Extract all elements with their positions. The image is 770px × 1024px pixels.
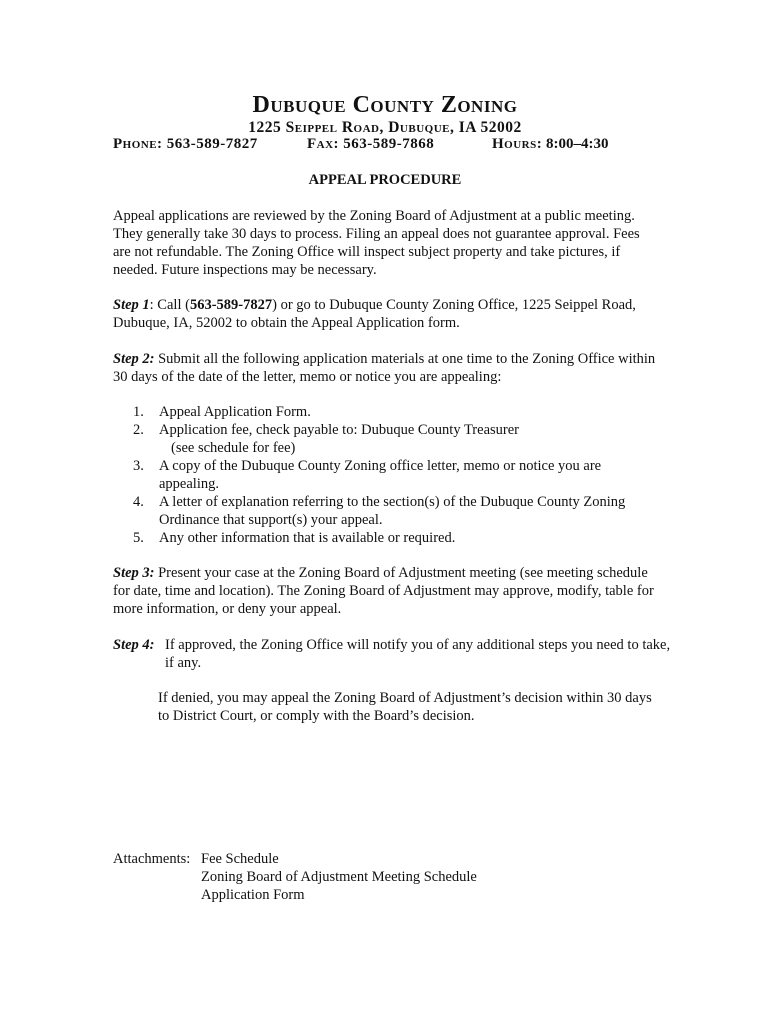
list-item-text: Application fee, check payable to: Dubuque County Treasurer [159, 422, 519, 438]
document-title: Dubuque County Zoning [252, 92, 518, 118]
intro-paragraph: Appeal applications are reviewed by the Zoning Board of Adjustment at a public meeting. They generally take 30 days to process. Filing an appeal does not guarantee approval. Fees are not refundable. The Zoning Office will inspect subject property and take pictures, if needed. Future inspections may be necessary. [113, 208, 640, 278]
attachment-item: Application Form [201, 887, 305, 903]
step-3-text: Present your case at the Zoning Board of Adjustment meeting (see meeting schedule for date, time and location). The Zoning Board of Adjustment may approve, modify, table for more information, or deny your appeal. [113, 565, 654, 617]
step-4-text: If approved, the Zoning Office will notify you of any additional steps you need to take, if any. [165, 637, 671, 671]
step-1-phone: 563-589-7827 [189, 297, 273, 313]
step-1-label: Step 1 [113, 297, 150, 313]
step-2-text: Submit all the following application materials at one time to the Zoning Office within 30 days of the date of the letter, memo or notice you are appealing: [113, 351, 656, 385]
list-item-number: 2. [133, 422, 144, 438]
list-item-text: A letter of explanation referring to the section(s) of the Dubuque County Zoning Ordinance that support(s) your appeal. [159, 494, 626, 528]
step-2-paragraph [113, 350, 658, 386]
office-address: 1225 Seippel Road, Dubuque, IA 52002 [248, 119, 522, 136]
step-4-label: Step 4: [113, 637, 155, 653]
attachments [113, 850, 477, 904]
attachments-row [113, 868, 477, 886]
list-item-number: 1. [133, 404, 144, 420]
step-2-label: Step 2: [113, 351, 155, 367]
hours-value: 8:00–4:30 [545, 136, 609, 152]
attachment-item: Fee Schedule [201, 851, 279, 867]
list-item-note: (see schedule for fee) [171, 440, 296, 456]
list-item [113, 421, 658, 457]
list-item [113, 493, 658, 529]
step-3-label: Step 3: [113, 565, 155, 581]
attachments-row [113, 886, 305, 904]
list-item-number: 5. [133, 530, 144, 546]
attachments-label: Attachments: [113, 851, 191, 867]
list-item-number: 3. [133, 458, 144, 474]
step-4-denied-paragraph: If denied, you may appeal the Zoning Board of Adjustment’s decision within 30 days to District Court, or comply with the Board’s decision. [158, 690, 652, 724]
phone-number: Phone: 563-589-7827 [113, 136, 258, 152]
list-item [113, 457, 658, 493]
step-1-text-b: ) or go to Dubuque County Zoning Office, 1225 Seippel Road, Dubuque, IA, 52002 to obtain the Appeal Application form. [113, 297, 636, 331]
list-item-text: Any other information that is available or required. [159, 530, 456, 546]
list-item-number: 4. [133, 494, 144, 510]
attachments-row [113, 850, 279, 868]
list-item-text: Appeal Application Form. [159, 404, 311, 420]
office-hours [492, 136, 608, 153]
attachment-item: Zoning Board of Adjustment Meeting Schedule [201, 869, 477, 885]
section-heading: APPEAL PROCEDURE [308, 172, 462, 188]
step-3-paragraph [113, 564, 658, 618]
list-item [113, 403, 658, 421]
list-item [113, 529, 658, 547]
step-1-text-a: : Call ( [149, 297, 190, 313]
step-4-paragraph [113, 636, 673, 672]
step-1-paragraph [113, 296, 658, 332]
materials-list [113, 403, 658, 547]
hours-label: Hours: [492, 136, 543, 152]
list-item-text: A copy of the Dubuque County Zoning office letter, memo or notice you are appealing. [159, 458, 602, 492]
fax-number: Fax: 563-589-7868 [307, 136, 435, 152]
